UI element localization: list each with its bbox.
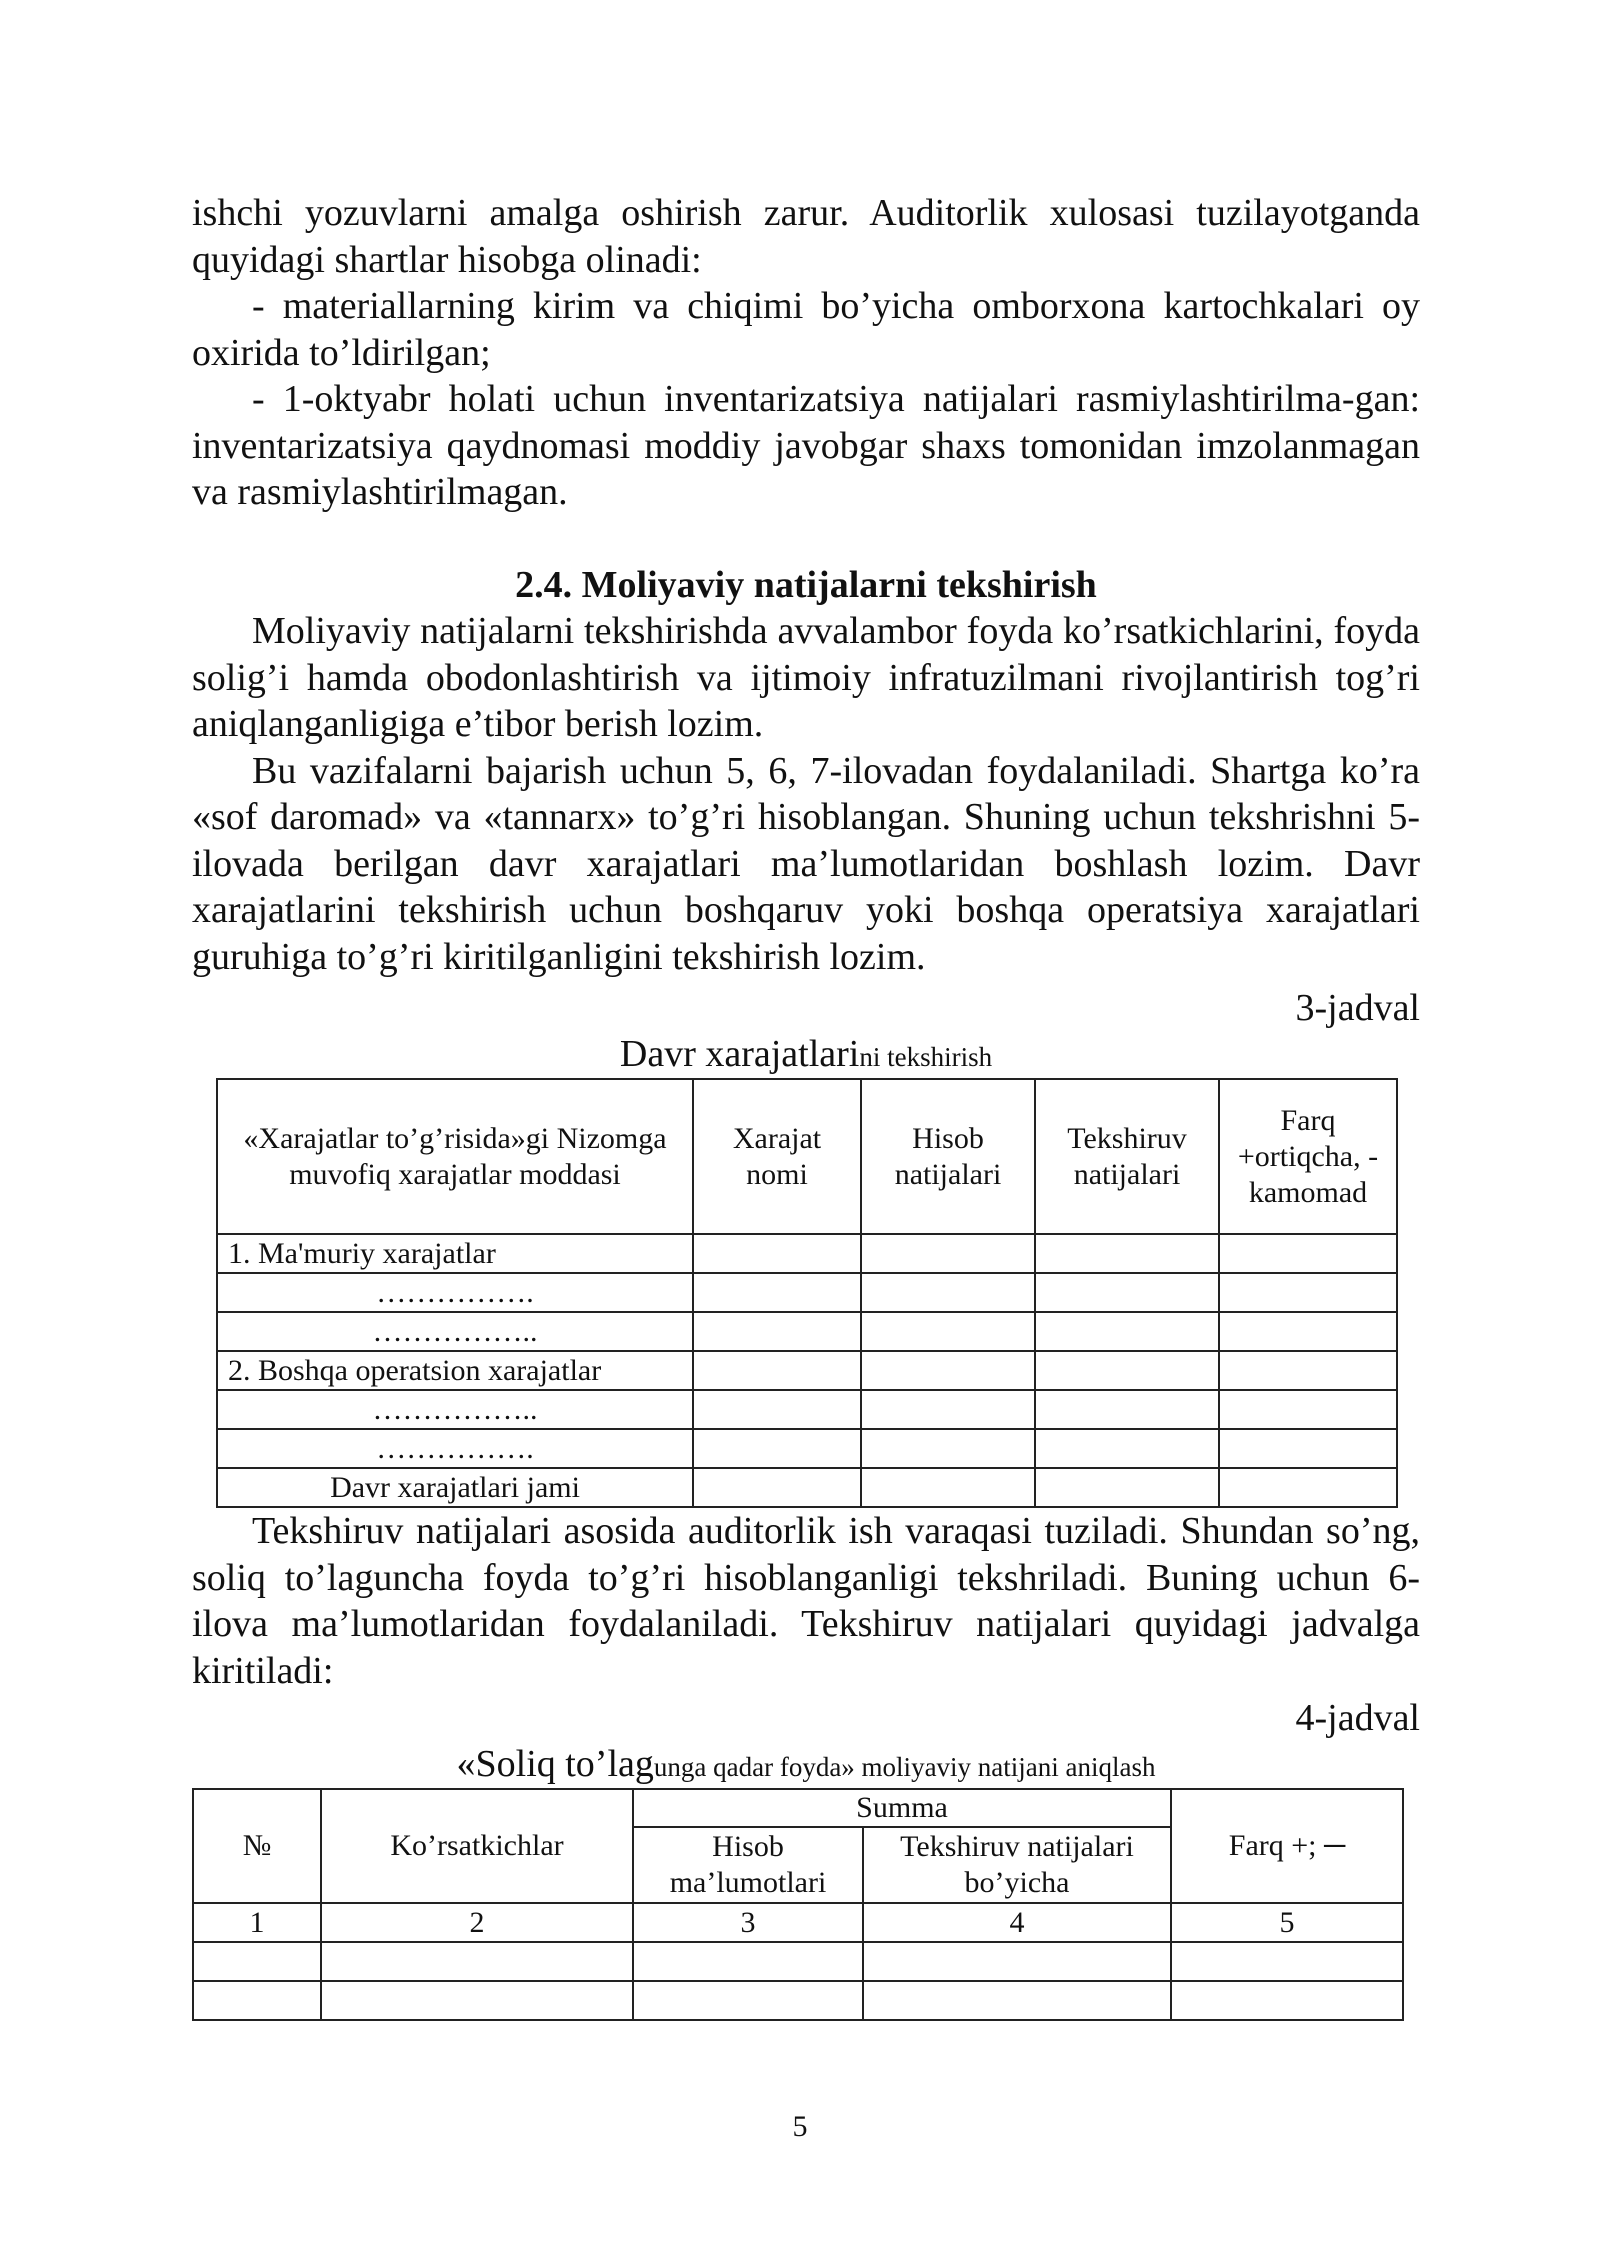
table3-cell	[1035, 1234, 1219, 1273]
table4-cell	[633, 1981, 863, 2020]
table3-row-label: ……………..	[217, 1312, 693, 1351]
intro-line: ishchi yozuvlarni amalga oshirish zarur. Auditorlik xulosasi tuzilayotganda quyidagi shartlar hisobga olinadi:	[192, 192, 1420, 281]
table4-header-hisob: Hisob ma’lumotlari	[633, 1827, 863, 1903]
table3-label: 3-jadval	[1295, 987, 1420, 1029]
table3-cell	[861, 1273, 1035, 1312]
table4-header-farq: Farq +; ─	[1171, 1789, 1403, 1903]
table3-header-cell: Xarajat nomi	[693, 1079, 861, 1234]
table4-header-number: №	[193, 1789, 321, 1903]
table3-header-cell: Tekshiruv natijalari	[1035, 1079, 1219, 1234]
table4-number-cell: 5	[1171, 1903, 1403, 1942]
table4-header-summa: Summa	[633, 1789, 1171, 1827]
table4-cell	[1171, 1942, 1403, 1981]
page-number: 5	[792, 2110, 808, 2143]
table4-row	[193, 1942, 1403, 1981]
table4-cell	[863, 1942, 1171, 1981]
table3-caption	[192, 1032, 1420, 1076]
table3-cell	[861, 1468, 1035, 1507]
table3-row	[217, 1312, 1397, 1351]
table3-cell	[693, 1429, 861, 1468]
table3-cell	[1035, 1390, 1219, 1429]
intro-text	[192, 190, 1420, 516]
section-paragraph-1: Moliyaviy natijalarni tekshirishda avvalambor foyda ko’rsatkichlarini, foyda solig’i hamda obodonlashtirish va ijtimoiy infratuzilmani rivojlantirish tog’ri aniqlanganligiga e’tibor berish lozim.	[192, 610, 1420, 745]
table3-cell	[693, 1234, 861, 1273]
table3-row	[217, 1351, 1397, 1390]
after-table3-paragraph: Tekshiruv natijalari asosida auditorlik ish varaqasi tuziladi. Shundan so’ng, soliq to’laguncha foyda to’g’ri hisoblanganligi tekshriladi. Buning uchun 6-ilova ma’lumotlaridan foydalaniladi. Tekshiruv natijalari quyidagi jadvalga kiritiladi:	[192, 1510, 1420, 1692]
section-body	[192, 608, 1420, 980]
table4-number-cell: 1	[193, 1903, 321, 1942]
table3-cell	[1219, 1312, 1397, 1351]
table3-row-label: 2. Boshqa operatsion xarajatlar	[217, 1351, 693, 1390]
table3-cell	[1219, 1234, 1397, 1273]
table3	[216, 1078, 1398, 1508]
table4-cell	[193, 1981, 321, 2020]
intro-bullet-1: - materiallarning kirim va chiqimi bo’yicha omborxona kartochkalari oy oxirida to’ldirilgan;	[192, 285, 1420, 374]
table4-number-cell: 3	[633, 1903, 863, 1942]
table4-cell	[1171, 1981, 1403, 2020]
table4-caption-rest: unga qadar foyda» moliyaviy natijani aniqlash	[653, 1752, 1156, 1782]
table3-cell	[1219, 1273, 1397, 1312]
table4	[192, 1788, 1404, 2021]
table4-caption	[192, 1742, 1420, 1786]
table4-header-tekshiruv: Tekshiruv natijalari bo’yicha	[863, 1827, 1171, 1903]
table3-cell	[693, 1312, 861, 1351]
table3-header-cell: Farq +ortiqcha, -kamomad	[1219, 1079, 1397, 1234]
table3-cell	[1035, 1273, 1219, 1312]
table3-caption-rest: ni tekshirish	[859, 1042, 993, 1072]
table3-row-label: ……………..	[217, 1390, 693, 1429]
table3-cell	[1219, 1390, 1397, 1429]
table4-label: 4-jadval	[1295, 1697, 1420, 1739]
table4-number-row	[193, 1903, 1403, 1942]
table4-number-cell: 4	[863, 1903, 1171, 1942]
table3-cell	[1035, 1429, 1219, 1468]
table4-row	[193, 1981, 1403, 2020]
table3-cell	[1219, 1351, 1397, 1390]
table3-cell	[861, 1429, 1035, 1468]
table3-cell	[861, 1390, 1035, 1429]
table3-row	[217, 1273, 1397, 1312]
table3-cell	[693, 1390, 861, 1429]
table3-cell	[1035, 1312, 1219, 1351]
table3-cell	[693, 1351, 861, 1390]
table3-cell	[693, 1468, 861, 1507]
table3-row	[217, 1234, 1397, 1273]
table4-cell	[633, 1942, 863, 1981]
table3-row-label: …………….	[217, 1429, 693, 1468]
table4-cell	[321, 1981, 633, 2020]
table3-cell	[1219, 1429, 1397, 1468]
table3-caption-main: Davr xarajatlari	[619, 1033, 860, 1075]
table4-cell	[321, 1942, 633, 1981]
intro-bullet-2: - 1-oktyabr holati uchun inventarizatsiya natijalari rasmiylashtirilma-gan: inventarizatsiya qaydnomasi moddiy javobgar shaxs tomonidan imzolanmagan va rasmiylashtirilmagan.	[192, 378, 1420, 513]
table3-total-label: Davr xarajatlari jami	[217, 1468, 693, 1507]
table3-cell	[693, 1273, 861, 1312]
table3-cell	[1035, 1351, 1219, 1390]
table3-header-cell: «Xarajatlar to’g’risida»gi Nizomga muvofiq xarajatlar moddasi	[217, 1079, 693, 1234]
after-table3-text	[192, 1508, 1420, 1694]
table3-total-row	[217, 1468, 1397, 1507]
table3-row	[217, 1390, 1397, 1429]
table3-cell	[861, 1312, 1035, 1351]
table3-cell	[861, 1351, 1035, 1390]
table3-row	[217, 1429, 1397, 1468]
table4-cell	[863, 1981, 1171, 2020]
table3-header-cell: Hisob natijalari	[861, 1079, 1035, 1234]
table3-row-label: 1. Ma'muriy xarajatlar	[217, 1234, 693, 1273]
table3-row-label: …………….	[217, 1273, 693, 1312]
table3-cell	[1219, 1468, 1397, 1507]
table3-cell	[861, 1234, 1035, 1273]
table3-cell	[1035, 1468, 1219, 1507]
section-heading: 2.4. Moliyaviy natijalarni tekshirish	[515, 564, 1097, 606]
table4-caption-main: «Soliq to’lag	[456, 1743, 654, 1785]
section-paragraph-2: Bu vazifalarni bajarish uchun 5, 6, 7-ilovadan foydalaniladi. Shartga ko’ra «sof daromad» va «tannarx» to’g’ri hisoblangan. Shuning uchun tekshrishni 5-ilovada berilgan davr xarajatlari ma’lumotlaridan boshlash lozim. Davr xarajatlarini tekshirish uchun boshqaruv yoki boshqa operatsiya xarajatlari guruhiga to’g’ri kiritilganligini tekshirish lozim.	[192, 749, 1420, 978]
table4-header-row	[193, 1789, 1403, 1827]
table4-cell	[193, 1942, 321, 1981]
table3-header-row	[217, 1079, 1397, 1234]
table4-number-cell: 2	[321, 1903, 633, 1942]
table4-header-indicators: Ko’rsatkichlar	[321, 1789, 633, 1903]
